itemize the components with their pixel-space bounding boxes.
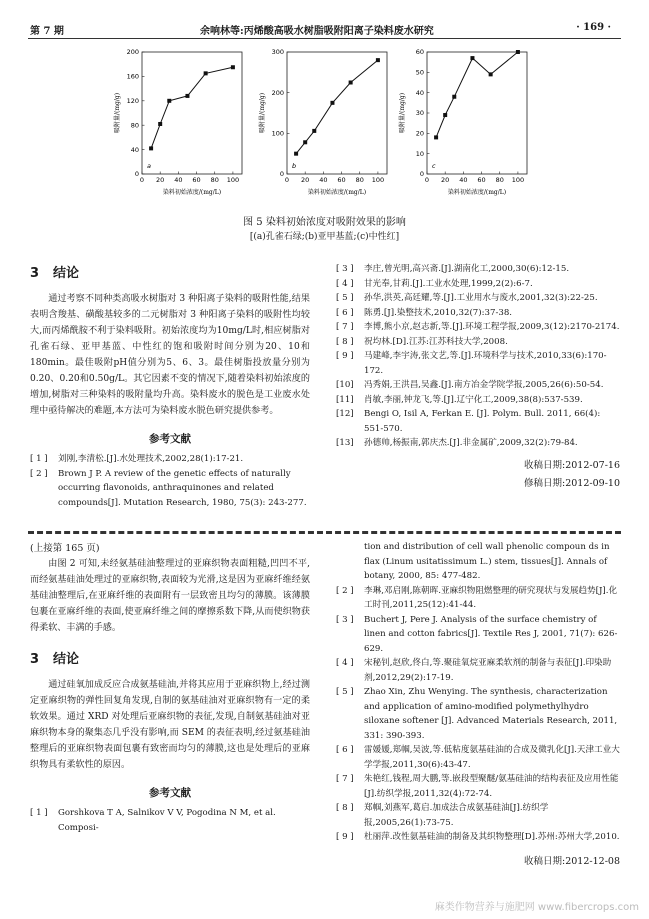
reference-item — [336, 378, 620, 393]
reference-item — [336, 291, 620, 306]
conclusion-paragraph: 通过硅氧加成反应合成氨基硅油,并将其应用于亚麻织物上,经过测定亚麻织物的弹性回复角发现,自制的氨基硅油对亚麻织物有一定的柔软效果。通过 XRD 对处理后亚麻织物的表征,发现,自制氨基硅油对亚麻织物本身的聚集态几乎没有影响,而 SEM 的表征表明,经过氨基硅油整理后的亚麻织物表面包裹有致密而均匀的薄膜,这也是处理后的亚麻织物具有柔软性的原因。 — [30, 680, 310, 770]
reference-item — [30, 806, 310, 835]
reference-text: 郑帼,刘燕军,葛启.加成法合成氨基硅油[J].纺织学报,2005,26(1):73-75. — [364, 803, 549, 828]
reference-text: Bengi O, Isil A, Ferkan E. [J]. Polym. Bull. 2011, 66(4): 551-570. — [364, 409, 601, 434]
references-list — [30, 452, 310, 510]
reference-number: [ 1 ] — [30, 808, 48, 818]
x-axis-label: 染料初始浓度/(mg/L) — [162, 189, 222, 196]
reference-item — [336, 743, 620, 772]
header-rule — [28, 38, 621, 39]
reference-item — [336, 320, 620, 335]
reference-text: 李博,熊小京,赵志新,等.[J].环境工程学报,2009,3(12):2170-2174. — [364, 322, 620, 332]
reference-number: [ 7 ] — [336, 322, 354, 332]
references-list — [30, 806, 310, 835]
reference-text: Buchert J, Pere J. Analysis of the surface chemistry of linen and cotton fabrics[J]. Textile Res J, 2001, 71(7): 626-629. — [364, 614, 618, 654]
y-tick-label: 0 — [134, 170, 139, 179]
reference-item — [336, 830, 620, 845]
x-tick-label: 40 — [174, 176, 183, 184]
y-tick-label: 40 — [130, 145, 139, 154]
section-title: 结论 — [53, 652, 80, 667]
lower-right-column — [336, 540, 620, 867]
data-point — [294, 152, 298, 156]
reference-number: [ 5 ] — [336, 687, 354, 697]
x-axis-label: 染料初始浓度/(mg/L) — [447, 189, 507, 196]
y-tick-label: 50 — [415, 68, 424, 77]
x-tick-label: 20 — [301, 176, 310, 184]
chart-panel-b — [255, 46, 395, 206]
data-point — [349, 81, 353, 85]
data-point — [330, 101, 334, 105]
reference-text: 陈勇.[J].染整技术,2010,32(7):37-38. — [364, 307, 513, 318]
panel-label: c — [432, 162, 436, 170]
reference-text: 冯秀娟,王洪昌,吴鑫.[J].南方冶金学院学报,2005,26(6):50-54. — [364, 380, 604, 390]
data-point — [489, 72, 493, 76]
reference-number: [ 2 ] — [30, 468, 48, 479]
y-tick-label: 80 — [130, 121, 139, 130]
data-point — [158, 122, 162, 126]
series-line — [151, 67, 233, 148]
references-list-continued — [336, 262, 620, 451]
chart-panel-a — [110, 46, 250, 206]
reference-number: [ 5 ] — [336, 293, 354, 303]
chart-panel-c — [395, 46, 535, 206]
reference-text: 马建峰,李宇涛,张文艺,等.[J].环境科学与技术,2010,33(6):170-172. — [364, 351, 607, 376]
section-title: 结论 — [53, 266, 80, 281]
reference-item — [336, 584, 620, 613]
conclusion-paragraph: 通过考察不同种类高吸水树脂对 3 种阳离子染料的吸附性能,结果表明含羧基、磺酸基较多的二元树脂对 3 种阳离子染料的吸附性均较大,而丙烯酰胺不利于染料吸附。初始浓度均为10mg/L时,相应树脂对孔雀石绿、亚甲基蓝、中性红的饱和吸附时间分别为20、10和180min。最佳吸附pH值分别为5、6、3。最佳树脂投放量分别为0.20、0.20和0.50g/L。其它因素不变的情况下,随着染料初始浓度的增加,树脂对三种染料的吸附量均升高。染料废水的脱色是工业废水处理中亟待解决的难题,本方法可为染料废水脱色研究提供参考。 — [30, 294, 310, 416]
received-date: 收稿日期:2012-07-16 — [524, 459, 620, 471]
reference-number: [13] — [336, 438, 354, 448]
section-heading — [30, 648, 310, 667]
x-tick-label: 20 — [156, 176, 165, 184]
reference-text: 杜丽萍.改性氨基硅油的制备及其织物整理[D].苏州:苏州大学,2010. — [364, 832, 620, 842]
reference-number: [ 3 ] — [336, 614, 354, 625]
x-tick-label: 80 — [495, 176, 504, 184]
x-tick-label: 0 — [284, 176, 290, 184]
reference-item — [336, 393, 620, 408]
reference-item — [336, 540, 620, 584]
reference-text: 孙德帅,杨振南,郭庆杰.[J].非金属矿,2009,32(2):79-84. — [364, 438, 578, 448]
reference-text: 李琳,邓启刚,陈朝晖.亚麻织物阻燃整理的研究现状与发展趋势[J].化工时刊,2011,25(12):41-44. — [364, 585, 618, 610]
reference-number: [ 9 ] — [336, 351, 354, 361]
y-tick-label: 20 — [415, 129, 424, 138]
upper-left-column — [30, 262, 310, 510]
reference-item — [336, 306, 620, 321]
reference-number: [11] — [336, 394, 354, 405]
lower-left-column — [30, 540, 310, 835]
data-point — [376, 58, 380, 62]
reference-number: [ 1 ] — [30, 454, 48, 464]
reference-number: [ 8 ] — [336, 336, 354, 347]
data-point — [185, 94, 189, 98]
reference-item — [336, 277, 620, 292]
y-tick-label: 200 — [126, 48, 139, 57]
plot-frame — [287, 52, 387, 174]
section-heading — [30, 262, 310, 281]
x-tick-label: 100 — [511, 176, 525, 184]
reference-text: 李庄,曾光明,高兴斋.[J].湖南化工,2000,30(6):12-15. — [364, 264, 570, 274]
references-list-continued — [336, 540, 620, 845]
discussion-paragraph: 由图 2 可知,未经氨基硅油整理过的亚麻织物表面粗糙,凹凹不平,而经氨基硅油处理过的亚麻织物,表面较为光滑,这是因为亚麻纤维经氨基硅油整理后,在亚麻纤维的表面附有一层致密且均匀的薄膜。该薄膜包裹在亚麻纤维的表面,使亚麻纤维之间的摩擦系数下降,从而使织物获得柔软、丰满的手感。 — [30, 559, 310, 633]
reference-item — [336, 656, 620, 685]
figure-subcaption: [(a)孔雀石绿;(b)亚甲基蓝;(c)中性红] — [249, 232, 400, 242]
y-tick-label: 30 — [415, 109, 424, 118]
reference-text: 朱艳红,钱程,周大鹏,等.嵌段型聚醚/氨基硅油的结构表征及应用性能[J].纺织学报,2011,32(4):72-74. — [364, 774, 619, 799]
reference-item — [30, 452, 310, 467]
x-axis-label: 染料初始浓度/(mg/L) — [307, 189, 367, 196]
reference-text: tion and distribution of cell wall phenolic compoun ds in flax (Linum usitatissimum L.) stem, tissues[J]. Annals of botany, 2000, 85: 477-482. — [364, 542, 610, 581]
reference-number: [ 9 ] — [336, 832, 354, 842]
reference-number: [ 7 ] — [336, 774, 354, 784]
upper-right-column — [336, 262, 620, 489]
reference-item — [336, 349, 620, 378]
data-point — [434, 135, 438, 139]
plot-frame — [142, 52, 242, 174]
data-point — [149, 146, 153, 150]
reference-number: [12] — [336, 409, 354, 419]
x-tick-label: 60 — [192, 176, 201, 184]
section-number: 3 — [30, 652, 40, 667]
data-point — [312, 129, 316, 133]
continued-from: (上接第 165 页) — [30, 543, 100, 554]
references-title: 参考文献 — [149, 433, 191, 445]
reference-text: 宋秘钊,赵欣,佟白,等.聚硅氧烷亚麻柔软剂的制备与表征[J].印染助剂,2012,29(2):17-19. — [364, 658, 612, 683]
reference-text: Brown J P. A review of the genetic effects of naturally occurring flavonoids, anthraquinones and related compounds[J]. Mutation Research, 1980, 75(3): 243-277. — [58, 468, 307, 508]
figure-caption: 图 5 染料初始浓度对吸附效果的影响 — [243, 217, 406, 228]
y-tick-label: 0 — [419, 170, 424, 179]
data-point — [204, 71, 208, 75]
received-date: 收稿日期:2012-12-08 — [524, 855, 620, 867]
data-point — [452, 95, 456, 99]
data-point — [443, 113, 447, 117]
data-point — [167, 99, 171, 103]
reference-item — [336, 685, 620, 743]
reference-number: [ 8 ] — [336, 803, 354, 813]
data-point — [231, 65, 235, 69]
reference-number: [ 4 ] — [336, 658, 354, 668]
x-tick-label: 20 — [441, 176, 450, 184]
reference-item — [336, 407, 620, 436]
reference-number: [10] — [336, 380, 354, 390]
y-tick-label: 0 — [279, 170, 284, 179]
x-tick-label: 100 — [371, 176, 385, 184]
x-tick-label: 40 — [459, 176, 468, 184]
series-line — [436, 52, 518, 137]
section-number: 3 — [30, 266, 40, 281]
revised-date: 修稿日期:2012-09-10 — [524, 477, 620, 489]
reference-item — [336, 801, 620, 830]
reference-item — [336, 772, 620, 801]
data-point — [516, 50, 520, 54]
x-tick-label: 80 — [355, 176, 364, 184]
x-tick-label: 80 — [210, 176, 219, 184]
y-tick-label: 40 — [415, 88, 424, 97]
y-tick-label: 60 — [415, 48, 424, 57]
y-tick-label: 300 — [271, 48, 284, 57]
reference-text: 祝均林.[D].江苏:江苏科技大学,2008. — [364, 336, 508, 347]
site-watermark: 麻类作物营养与施肥网 www.fibercrops.com — [434, 902, 639, 913]
reference-number — [336, 540, 364, 584]
y-tick-label: 200 — [271, 88, 284, 97]
y-tick-label: 100 — [271, 129, 284, 138]
reference-text: 甘光奉,甘莉.[J].工业水处理,1999,2(2):6-7. — [364, 278, 533, 289]
y-axis-label: 吸附量/(mg/g) — [259, 92, 266, 134]
reference-item — [336, 335, 620, 350]
y-axis-label: 吸附量/(mg/g) — [114, 92, 121, 134]
reference-number: [ 4 ] — [336, 278, 354, 289]
references-title: 参考文献 — [149, 787, 191, 799]
x-tick-label: 0 — [424, 176, 430, 184]
reference-text: Gorshkova T A, Salnikov V V, Pogodina N M, et al. Composi- — [58, 808, 276, 833]
reference-number: [ 2 ] — [336, 585, 354, 596]
x-tick-label: 0 — [139, 176, 145, 184]
y-tick-label: 160 — [126, 72, 139, 81]
series-line — [296, 60, 378, 154]
reference-item — [336, 436, 620, 451]
reference-text: 孙华,洪英,高廷耀,等.[J].工业用水与废水,2001,32(3):22-25. — [364, 293, 598, 303]
page-number: · 169 · — [576, 22, 611, 33]
reference-text: Zhao Xin, Zhu Wenying. The synthesis, characterization and application of amino-modified polymethylhydro siloxane softener [J]. Advanced Materials Research, 2011, 331: 390-393. — [364, 687, 618, 741]
reference-text: 雷媛媛,郑帼,吴波,等.低粘度氨基硅油的合成及微乳化[J].天津工业大学学报,2011,30(6):43-47. — [364, 745, 620, 770]
x-tick-label: 60 — [477, 176, 486, 184]
reference-number: [ 6 ] — [336, 745, 354, 755]
data-point — [470, 56, 474, 60]
reference-text: 肖敏,李丽,钟龙飞,等.[J].辽宁化工,2009,38(8):537-539. — [364, 394, 583, 405]
reference-item — [336, 613, 620, 657]
panel-label: b — [292, 162, 297, 170]
article-divider — [28, 531, 621, 534]
running-head-issue: 第 7 期 — [30, 26, 64, 37]
y-axis-label: 吸附量/(mg/g) — [399, 92, 406, 134]
panel-label: a — [147, 162, 151, 170]
y-tick-label: 10 — [415, 149, 424, 158]
x-tick-label: 100 — [226, 176, 240, 184]
reference-item — [30, 467, 310, 511]
data-point — [303, 140, 307, 144]
reference-item — [336, 262, 620, 277]
plot-frame — [427, 52, 527, 174]
reference-number: [ 6 ] — [336, 307, 354, 318]
reference-number: [ 3 ] — [336, 264, 354, 274]
y-tick-label: 120 — [126, 97, 139, 105]
running-head-title: 余响林等:丙烯酸高吸水树脂吸附阳离子染料废水研究 — [200, 26, 434, 37]
x-tick-label: 40 — [319, 176, 328, 184]
x-tick-label: 60 — [337, 176, 346, 184]
reference-text: 刘刚,李清松.[J].水处理技术,2002,28(1):17-21. — [58, 454, 244, 464]
